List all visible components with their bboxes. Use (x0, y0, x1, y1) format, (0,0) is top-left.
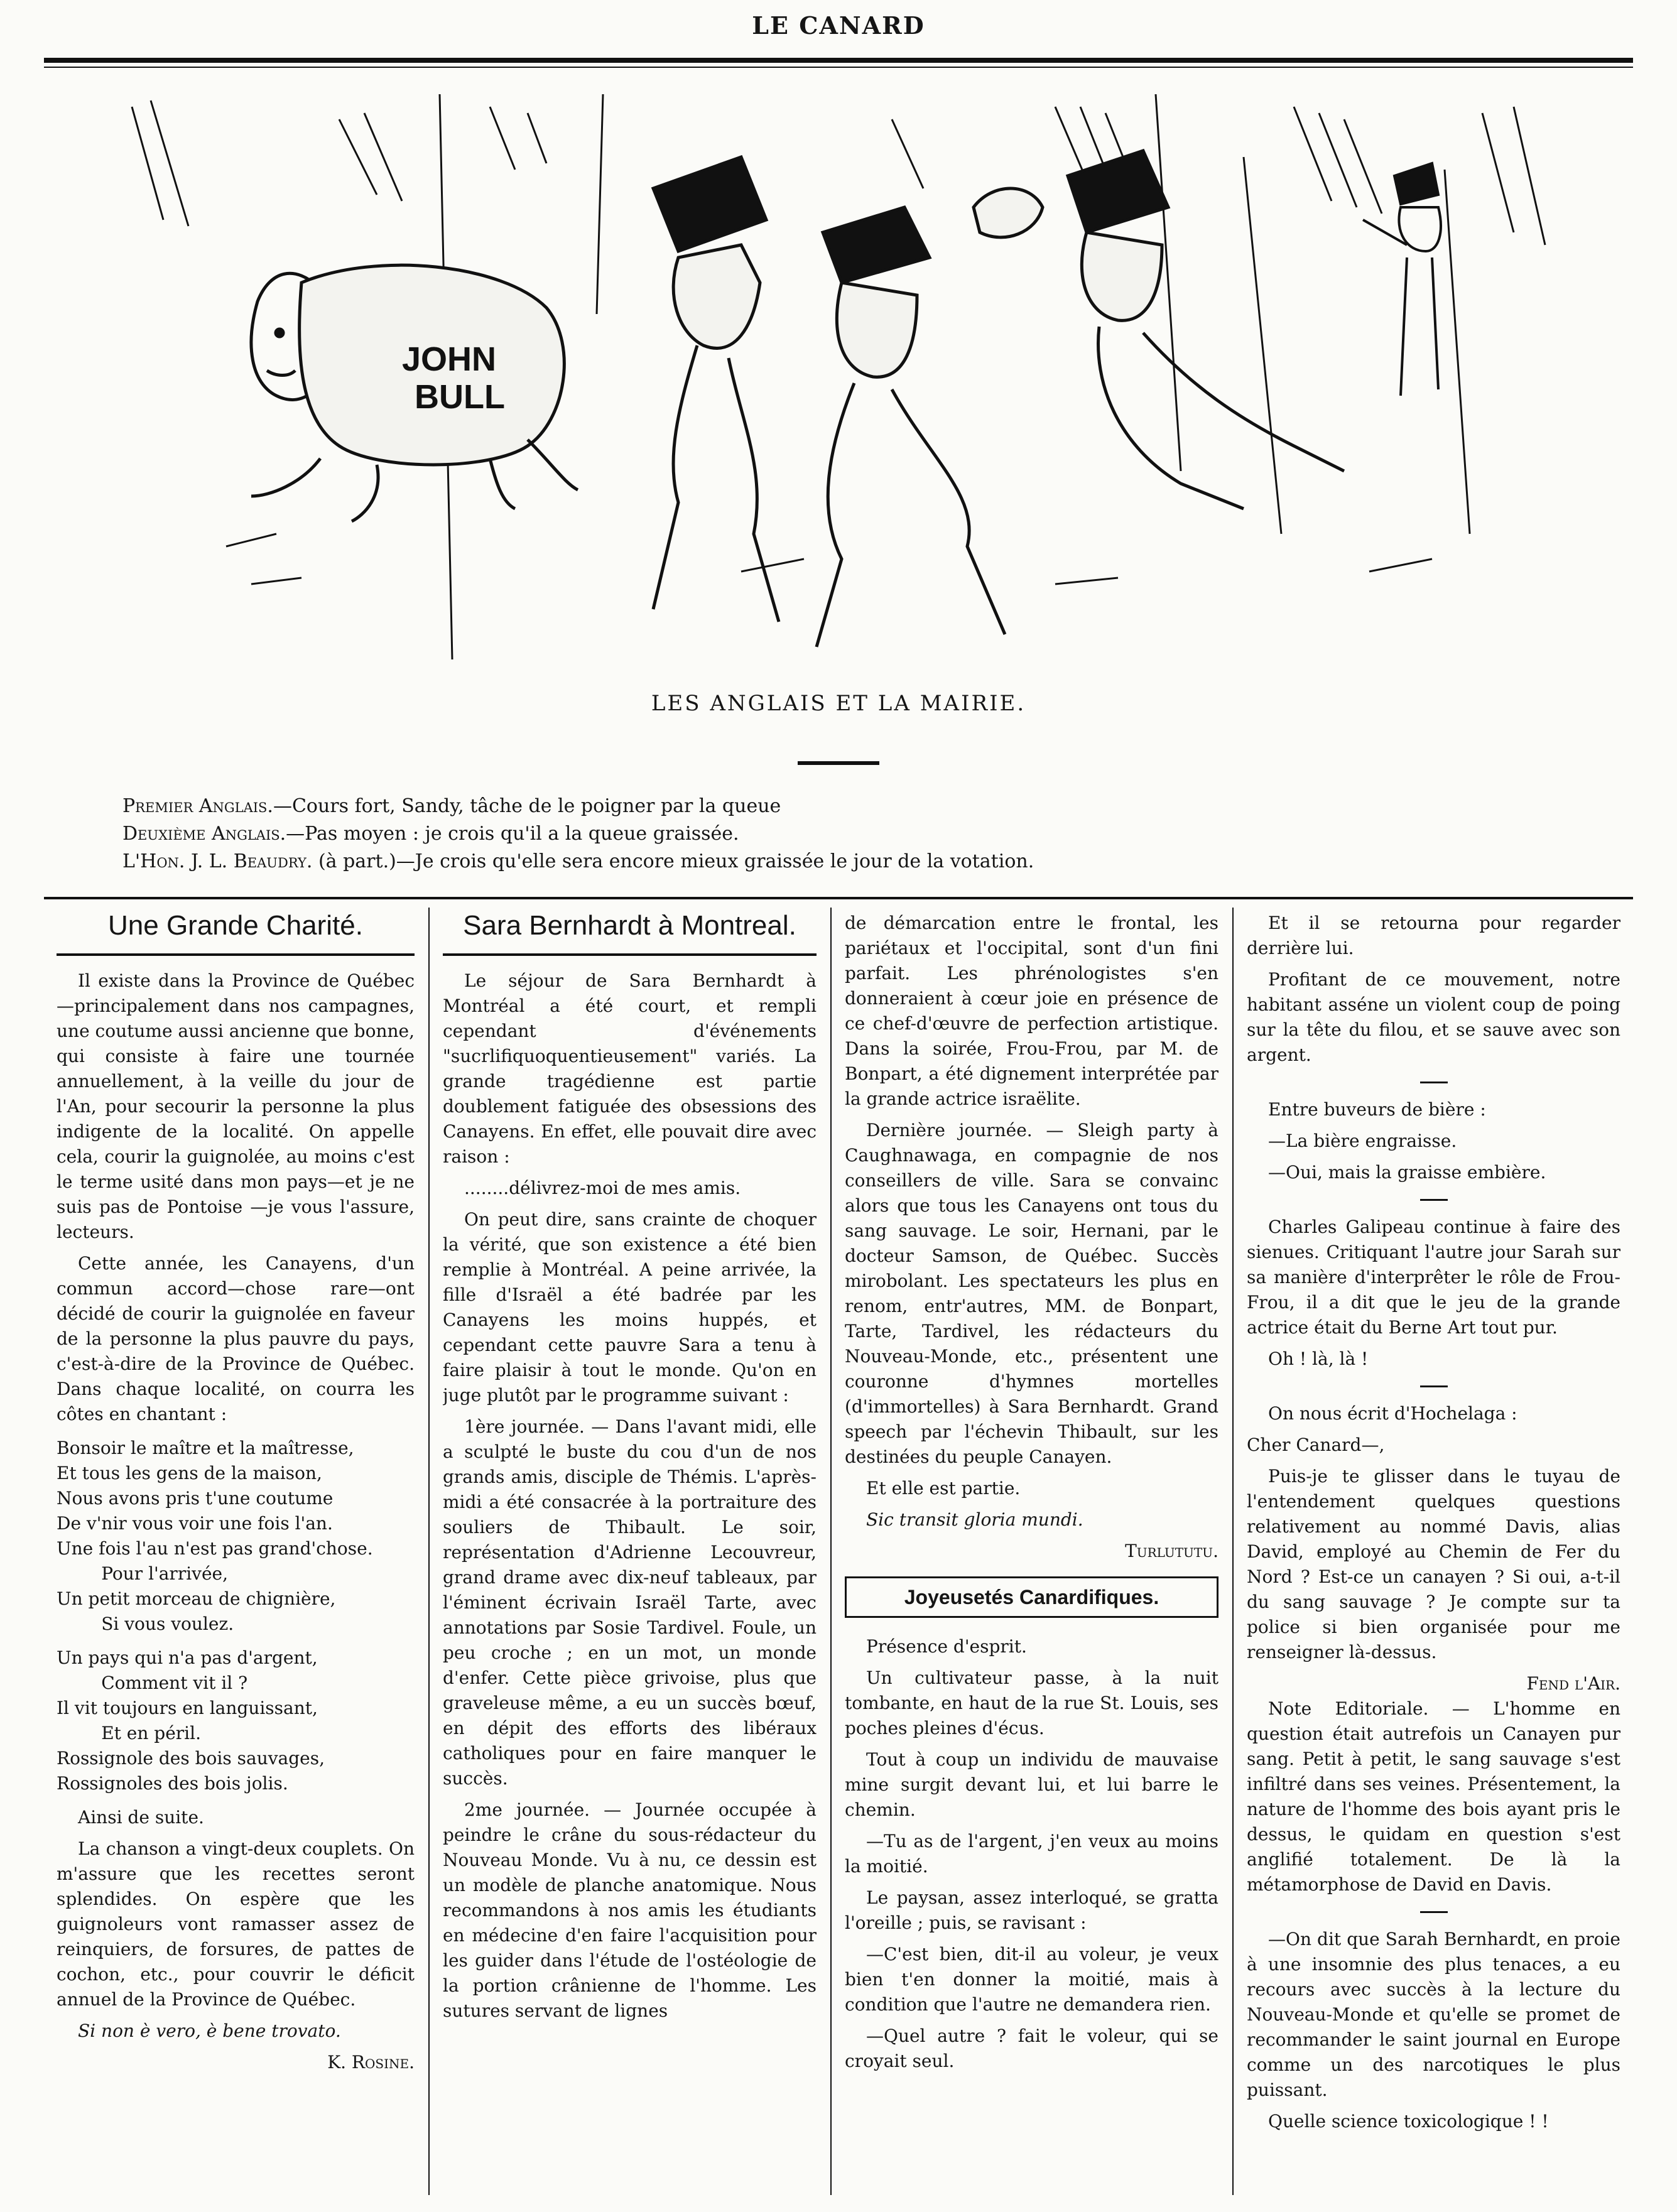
dialogue-text: —Cours fort, Sandy, tâche de le poigner par la queue (273, 795, 781, 817)
signature: Fend l'Air. (1526, 1673, 1620, 1694)
paragraph: —Oui, mais la graisse embière. (1268, 1162, 1546, 1183)
column-2 (443, 911, 817, 2192)
dialogue-line (122, 793, 1592, 820)
paragraph: de démarcation entre le frontal, les pariétaux et l'occipital, sont d'un fini parfait. Les phrénologistes s'en donneraient à cœur joie en présence de ce chef-d'œuvre de perfection artistique. Dans la soirée, Frou-Frou, par M. de Bonpart, a été dignement interprétée par la grande actrice israëlite. (845, 913, 1218, 1109)
column-1 (57, 911, 415, 2192)
article-title: Sara Bernhardt à Montreal. (463, 911, 796, 941)
dialogue-line (122, 848, 1592, 876)
song-verse-1 (57, 1436, 415, 1637)
section-title: Joyeusetés Canardifiques. (845, 1576, 1218, 1618)
verse-line: Si vous voulez. (57, 1613, 234, 1634)
section-divider (1420, 1911, 1448, 1913)
paragraph: Profitant de ce mouvement, notre habitant asséne un violent coup de poing sur la tête du filou, et se sauve avec son argent. (1247, 969, 1620, 1065)
ground-strokes (226, 534, 1432, 584)
dialogue-speaker: L'Hon. J. L. Beaudry. (122, 850, 313, 872)
column-divider (428, 908, 430, 2195)
section-divider (1420, 1199, 1448, 1201)
john-bull-sign-line2: BULL (415, 378, 505, 416)
paragraph: Le séjour de Sara Bernhardt à Montréal a été court, et rempli cependant d'événements "sucrlifiquoquentieusement" variés. La grande tragédienne est partie doublement fatiguée des obsessions des Canayens. En effet, elle pouvait dire avec raison : (443, 970, 817, 1167)
verse-line: Bonsoir le maître et la maîtresse, (57, 1438, 354, 1458)
section-divider (1420, 1385, 1448, 1387)
paragraph: On nous écrit d'Hochelaga : (1268, 1403, 1517, 1424)
paragraph: On peut dire, sans crainte de choquer la vérité, que son existence a été bien remplie à Montréal. A peine arrivée, la fille d'Israël a été badrée par les Canayens les moins huppés, et cependant cette pauvre Sara a tenu à faire plaisir à tout le monde. Qu'on en juge plutôt par le programme suivant : (443, 1209, 817, 1406)
paragraph: Sic transit gloria mundi. (866, 1509, 1083, 1530)
header-rule-thin (44, 67, 1633, 68)
title-underline (57, 953, 415, 956)
verse-line: Il vit toujours en languissant, (57, 1698, 318, 1718)
paragraph: Puis-je te glisser dans le tuyau de l'entendement quelques questions relativement au nommé Davis, alias David, employé au Chemin de Fer du Nord ? Est-ce un canayen ? Si oui, a-t-il du sang sauvage ? Je compte sur ta police si bien organisée pour me renseigner là-dessus. (1247, 1466, 1620, 1662)
paragraph: Oh ! là, là ! (1268, 1348, 1369, 1369)
paragraph: Quelle science toxicologique ! ! (1268, 2111, 1549, 2132)
paragraph: Présence d'esprit. (866, 1636, 1027, 1657)
verse-line: Rossignoles des bois jolis. (57, 1773, 288, 1794)
paragraph: Note Editoriale. — L'homme en question était autrefois un Canayen pur sang. Petit à petit, le sang sauvage s'est infiltré dans ses veines. Présentement, la nature de l'homme des bois ayant pris le dessus, le quidam en question s'est anglifié totalement. De là la métamorphose de David en Davis. (1247, 1698, 1620, 1895)
paragraph: ........délivrez-moi de mes amis. (464, 1178, 741, 1198)
dialogue-line (122, 820, 1592, 848)
signature: Turlututu. (1125, 1541, 1218, 1561)
paragraph: —Tu as de l'argent, j'en veux au moins la moitié. (845, 1831, 1218, 1877)
dialogue-text: —Pas moyen : je crois qu'il a la queue graissée. (286, 823, 739, 845)
paragraph: Et il se retourna pour regarder derrière lui. (1247, 913, 1620, 958)
article-title: Une Grande Charité. (108, 911, 363, 941)
paragraph: Entre buveurs de bière : (1268, 1099, 1486, 1120)
paragraph: —Quel autre ? fait le voleur, qui se croyait seul. (845, 2025, 1218, 2071)
paragraph: 1ère journée. — Dans l'avant midi, elle a sculpté le buste du cou d'un de nos grands amis, disciple de Thémis. L'après-midi a été consacrée à la portraiture des souliers de Thibault. Le soir, représentation d'Adrienne Lecouvreur, grand drame avec dix-neuf tableaux, par l'éminent écrivain Israël Tarte, avec annotations par Sosie Tardivel. Foule, un peu croche ; en un mot, un monde d'enfer. Cette pièce grivoise, plus que graveleuse même, a eu un succès bœuf, en dépit des efforts des libéraux catholiques pour en faire manquer le succès. (443, 1416, 817, 1789)
column-3 (845, 911, 1218, 2192)
verse-line: Une fois l'au n'est pas grand'chose. (57, 1538, 373, 1559)
song-verse-2 (57, 1645, 415, 1796)
masthead: LE CANARD (752, 11, 925, 40)
verse-line: Et en péril. (57, 1723, 201, 1743)
paragraph: Cher Canard—, (1247, 1434, 1385, 1455)
paragraph: —La bière engraisse. (1268, 1130, 1457, 1151)
paragraph: Ainsi de suite. (78, 1807, 204, 1828)
verse-line: Et tous les gens de la maison, (57, 1463, 322, 1483)
verse-line: Comment vit il ? (57, 1673, 248, 1693)
paragraph: Le paysan, assez interloqué, se gratta l'oreille ; puis, se ravisant : (845, 1887, 1218, 1933)
title-underline (443, 953, 817, 956)
section-divider (1420, 1082, 1448, 1083)
caption-rule (798, 761, 879, 765)
dialogue-speaker: Deuxième Anglais. (122, 823, 286, 845)
columns-top-rule (44, 897, 1633, 899)
header-rule (44, 58, 1633, 63)
dialogue-text: (à part.)—Je crois qu'elle sera encore mieux graissée le jour de la votation. (318, 850, 1034, 872)
paragraph: Si non è vero, è bene trovato. (78, 2020, 341, 2041)
running-men (653, 151, 1344, 647)
dialogue-speaker: Premier Anglais. (122, 795, 273, 817)
column-divider (830, 908, 832, 2195)
paragraph: Et elle est partie. (866, 1478, 1021, 1499)
paragraph: Il existe dans la Province de Québec —principalement dans nos campagnes, une coutume aussi ancienne que bonne, qui consiste à faire une tournée annuellement, à la veille du jour de l'An, pour secourir la personne la plus indigente de la localité. On appelle cela, courir la guignolée, au moins c'est le terme usité dans mon pays—et je ne suis pas de Pontoise —je vous l'assure, lecteurs. (57, 970, 415, 1242)
verse-line: Un petit morceau de chignière, (57, 1588, 336, 1609)
paragraph: Cette année, les Canayens, d'un commun accord—chose rare—ont décidé de courir la guignolée en faveur de la personne la plus pauvre du pays, c'est-à-dire de la Province de Québec. Dans chaque localité, on courra les côtes en chantant : (57, 1253, 415, 1424)
john-bull-sign-line1: JOHN (402, 340, 497, 378)
cartoon-dialogue (122, 793, 1592, 876)
cartoon-illustration (113, 94, 1564, 659)
verse-line: Nous avons pris t'une coutume (57, 1488, 334, 1509)
paragraph: Dernière journée. — Sleigh party à Caughnawaga, en compagnie de nos conseillers de ville. Sara se convainc alors que tous les Canayens ont tous du sang sauvage. Le soir, Hernani, par le docteur Samson, de Québec. Succès mirobolant. Les spectateurs les plus en renom, entr'autres, MM. de Bonpart, Tarte, Tardivel, les rédacteurs du Nouveau-Monde, etc., présentent une couronne d'hymnes mortelles (d'immortelles) à Sara Bernhardt. Grand speech par l'échevin Thibault, sur les destinées du peuple Canayen. (845, 1120, 1218, 1467)
paragraph: Un cultivateur passe, à la nuit tombante, en haut de la rue St. Louis, ses poches pleines d'écus. (845, 1667, 1218, 1738)
verse-line: Pour l'arrivée, (57, 1563, 229, 1584)
signature: K. Rosine. (327, 2052, 415, 2073)
paragraph: La chanson a vingt-deux couplets. On m'assure que les recettes seront splendides. On espère que les guignoleurs vont ramasser assez de reinquiers, de forsures, de pattes de cochon, etc., pour couvrir le déficit annuel de la Province de Québec. (57, 1838, 415, 2010)
verse-line: Un pays qui n'a pas d'argent, (57, 1647, 318, 1668)
paragraph: 2me journée. — Journée occupée à peindre le crâne du sous-rédacteur du Nouveau Monde. Vu à nu, ce dessin est un modèle de planche anatomique. Nous recommandons à nos amis les étudiants en médecine d'en faire l'acquisition pour les guider dans l'étude de l'ostéologie de la portion crânienne de l'homme. Les sutures servant de lignes (443, 1799, 817, 2021)
verse-line: De v'nir vous voir une fois l'an. (57, 1513, 333, 1534)
column-divider (1232, 908, 1234, 2195)
paragraph: —On dit que Sarah Bernhardt, en proie à une insomnie des plus tenaces, a eu recours avec succès à la lecture du Nouveau-Monde et qu'elle se promet de recommander le saint journal en Europe comme un des narcotiques le plus puissant. (1247, 1929, 1620, 2100)
column-4 (1247, 911, 1620, 2192)
paragraph: —C'est bien, dit-il au voleur, je veux bien t'en donner la moitié, mais à condition que l'autre ne demandera rien. (845, 1944, 1218, 2015)
paragraph: Charles Galipeau continue à faire des sienues. Critiquant l'autre jour Sarah sur sa manière d'interprêter le rôle de Frou-Frou, il a dit que le jeu de la grande actrice était du Berne Art tout pur. (1247, 1217, 1620, 1338)
paragraph: Tout à coup un individu de mauvaise mine surgit devant lui, et lui barre le chemin. (845, 1749, 1218, 1820)
cartoon-caption: LES ANGLAIS ET LA MAIRIE. (651, 691, 1026, 716)
verse-line: Rossignole des bois sauvages, (57, 1748, 325, 1769)
